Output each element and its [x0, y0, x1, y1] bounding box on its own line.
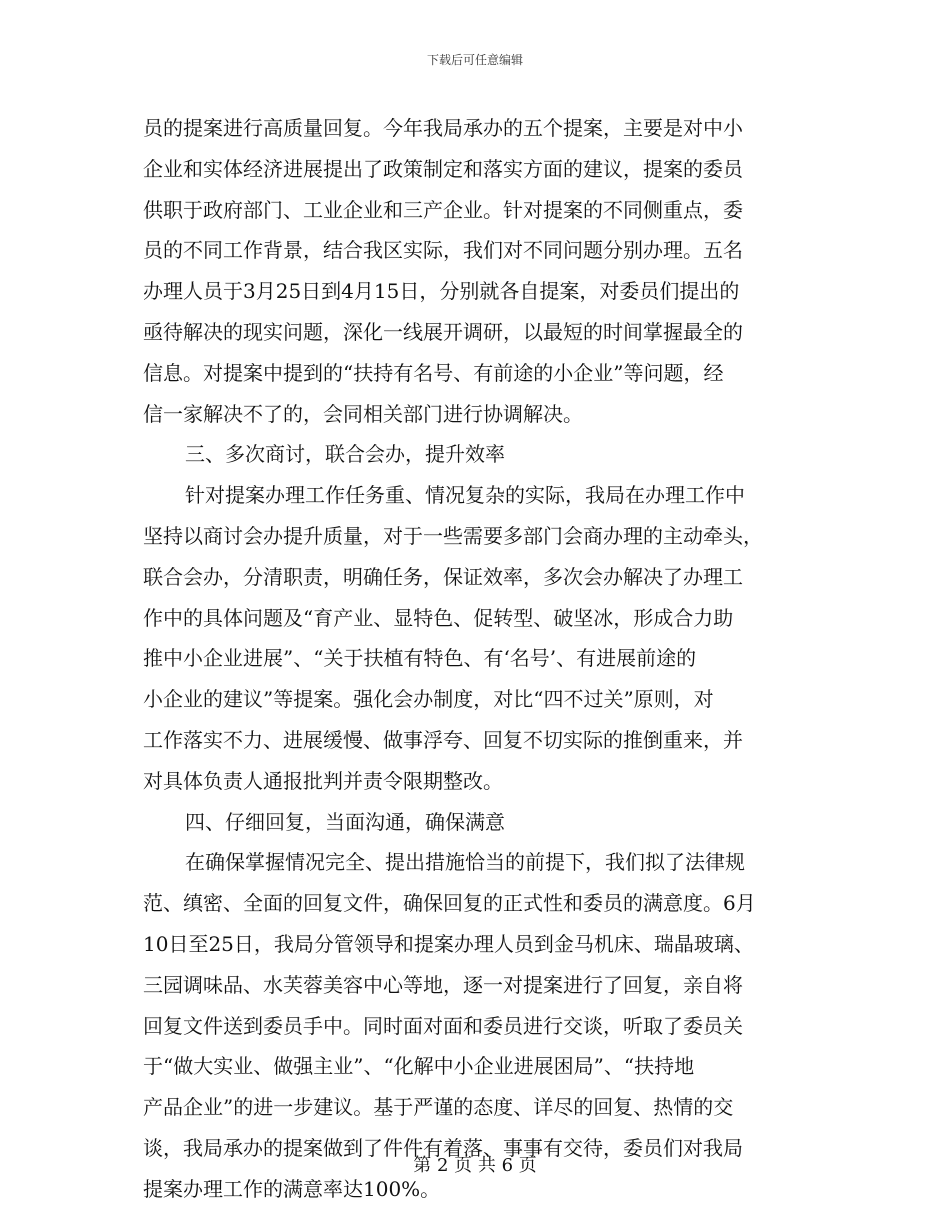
text-line: 工作落实不力、进展缓慢、做事浮夸、回复不切实际的推倒重来，并 [143, 727, 743, 752]
text-line: 在确保掌握情况完全、提出措施恰当的前提下，我们拟了法律规 [185, 850, 745, 875]
document-body [143, 108, 807, 1210]
section-heading: 四、仔细回复，当面沟通，确保满意 [185, 809, 505, 834]
text-line: 员的提案进行高质量回复。今年我局承办的五个提案，主要是对中小 [143, 116, 743, 140]
text-line: 办理人员于3月25日到4月15日，分别就各自提案，对委员们提出的 [143, 279, 740, 304]
text-line: 信一家解决不了的，会同相关部门进行协调解决。 [143, 401, 583, 426]
text-line: 产品企业”的进一步建议。基于严谨的态度、详尽的回复、热情的交 [143, 1095, 734, 1120]
text-line: 企业和实体经济进展提出了政策制定和落实方面的建议，提案的委员 [143, 156, 743, 181]
text-line: 作中的具体问题及“育产业、显特色、促转型、破坚冰，形成合力助 [143, 605, 734, 630]
text-line: 提案办理工作的满意率达100%。 [143, 1176, 441, 1201]
page-header: 下载后可任意编辑 [426, 53, 523, 67]
text-line: 供职于政府部门、工业企业和三产企业。针对提案的不同侧重点，委 [143, 197, 743, 222]
text-line: 针对提案办理工作任务重、情况复杂的实际，我局在办理工作中 [185, 483, 745, 508]
text-line: 对具体负责人通报批判并责令限期整改。 [143, 768, 503, 793]
text-line: 亟待解决的现实问题，深化一线展开调研，以最短的时间掌握最全的 [143, 319, 743, 344]
text-line: 推中小企业进展”、“关于扶植有特色、有‘名号’、有进展前途的 [143, 646, 697, 671]
text-line: 员的不同工作背景，结合我区实际，我们对不同问题分别办理。五名 [143, 238, 743, 263]
text-line: 10日至25日，我局分管领导和提案办理人员到金马机床、瑞晶玻璃、 [143, 931, 754, 956]
text-line: 回复文件送到委员手中。同时面对面和委员进行交谈，听取了委员关 [143, 1013, 743, 1038]
page-number: 第 2 页 共 6 页 [413, 1155, 537, 1176]
text-line: 联合会办，分清职责，明确任务，保证效率，多次会办解决了办理工 [143, 564, 743, 589]
text-line: 范、缜密、全面的回复文件，确保回复的正式性和委员的满意度。6月 [143, 891, 756, 916]
text-line: 于“做大实业、做强主业”、“化解中小企业进展困局”、“扶持地 [143, 1054, 695, 1079]
section-heading: 三、多次商讨，联合会办，提升效率 [185, 442, 505, 467]
text-line: 坚持以商讨会办提升质量，对于一些需要多部门会商办理的主动牵头， [143, 523, 763, 548]
text-line: 小企业的建议”等提案。强化会办制度，对比“四不过关”原则，对 [143, 687, 714, 712]
text-line: 三园调味品、水芙蓉美容中心等地，逐一对提案进行了回复，亲自将 [143, 972, 743, 997]
text-line: 信息。对提案中提到的“扶持有名号、有前途的小企业”等问题，经 [143, 360, 724, 385]
text-line: 谈，我局承办的提案做到了件件有着落、事事有交待，委员们对我局 [143, 1135, 743, 1160]
